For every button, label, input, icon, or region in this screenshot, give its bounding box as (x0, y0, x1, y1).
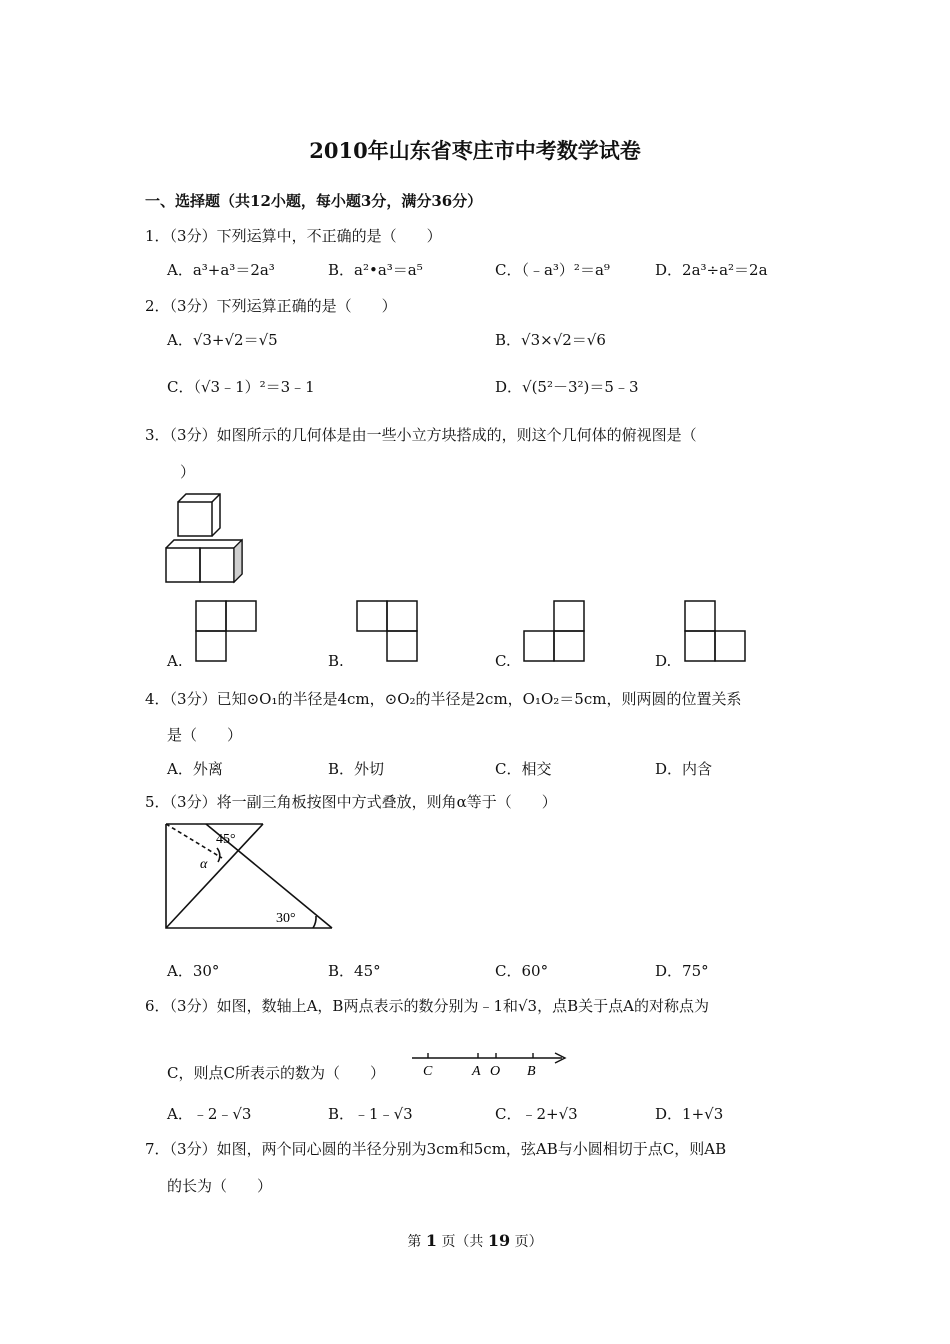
number-line-figure (410, 1046, 570, 1080)
q3-option-c-figure (523, 600, 585, 662)
numline-label-c: C (423, 1064, 433, 1079)
q1-option-d: D．2a³÷a²＝2a (655, 261, 768, 279)
triangle-rulers-figure (160, 818, 340, 933)
question-4-stem-cont: 是（ ） (167, 726, 243, 744)
q6-option-a: A．﹣2﹣√3 (167, 1105, 252, 1123)
page-footer (0, 1231, 950, 1251)
question-1-stem: 1．（3分）下列运算中，不正确的是（ ） (145, 227, 442, 245)
q6-option-b: B．﹣1﹣√3 (328, 1105, 413, 1123)
q4-option-c: C．相交 (495, 760, 552, 778)
question-7-stem: 7．（3分）如图，两个同心圆的半径分别为3cm和5cm，弦AB与小圆相切于点C，则AB (145, 1140, 727, 1158)
question-2-stem: 2．（3分）下列运算正确的是（ ） (145, 297, 397, 315)
q4-option-b: B．外切 (328, 760, 385, 778)
q6-option-d: D．1+√3 (655, 1105, 724, 1123)
q4-option-a: A．外离 (167, 760, 223, 778)
label-45-degree: 45° (216, 832, 236, 847)
footer-total-pages: 19 (487, 1231, 511, 1250)
cube-solid-figure (164, 492, 248, 584)
q3-option-b: B. (328, 652, 344, 670)
q3-option-a: A. (167, 652, 183, 670)
q1-option-c: C．（﹣a³）²＝a⁹ (495, 261, 610, 279)
q5-option-d: D．75° (655, 962, 709, 980)
question-6-stem-cont: C，则点C所表示的数为（ ） (167, 1064, 385, 1082)
numline-label-b: B (527, 1064, 536, 1079)
numline-label-o: O (490, 1064, 501, 1079)
label-30-degree: 30° (276, 911, 296, 926)
question-7-stem-cont: 的长为（ ） (167, 1177, 273, 1195)
q2-option-b: B．√3×√2＝√6 (495, 331, 606, 349)
question-5-stem: 5．（3分）将一副三角板按图中方式叠放，则角α等于（ ） (145, 793, 557, 811)
question-4-stem: 4．（3分）已知⊙O₁的半径是4cm，⊙O₂的半径是2cm，O₁O₂＝5cm，则两圆的位置关系 (145, 690, 742, 708)
q5-option-b: B．45° (328, 962, 381, 980)
q3-option-a-figure (195, 600, 257, 662)
page-title: 2010年山东省枣庄市中考数学试卷 (309, 138, 641, 163)
q1-option-a: A．a³+a³＝2a³ (167, 261, 275, 279)
q2-option-a: A．√3+√2＝√5 (167, 331, 278, 349)
section-heading: 一、选择题（共12小题，每小题3分，满分36分） (145, 192, 483, 210)
q1-option-b: B．a²•a³＝a⁵ (328, 261, 423, 279)
label-alpha: α (200, 857, 208, 872)
q4-option-d: D．内含 (655, 760, 713, 778)
question-3-stem: 3．（3分）如图所示的几何体是由一些小立方块搭成的，则这个几何体的俯视图是（ (145, 426, 697, 444)
q3-option-c: C. (495, 652, 511, 670)
q3-option-d: D. (655, 652, 672, 670)
footer-prefix: 第 (407, 1234, 422, 1250)
footer-page-number: 1 (425, 1231, 437, 1250)
q5-option-c: C．60° (495, 962, 549, 980)
footer-middle: 页（共 (441, 1234, 484, 1250)
numline-label-a: A (472, 1064, 481, 1079)
footer-suffix: 页） (514, 1234, 543, 1250)
q2-option-c: C．（√3﹣1）²＝3﹣1 (167, 378, 315, 396)
question-6-stem: 6．（3分）如图，数轴上A，B两点表示的数分别为﹣1和√3，点B关于点A的对称点为 (145, 997, 709, 1015)
q3-option-d-figure (684, 600, 746, 662)
q5-option-a: A．30° (167, 962, 220, 980)
q3-option-b-figure (356, 600, 418, 662)
question-3-stem-cont: ） (180, 463, 196, 481)
q6-option-c: C．﹣2+√3 (495, 1105, 578, 1123)
q2-option-d: D．√(5²－3²)＝5﹣3 (495, 378, 639, 396)
